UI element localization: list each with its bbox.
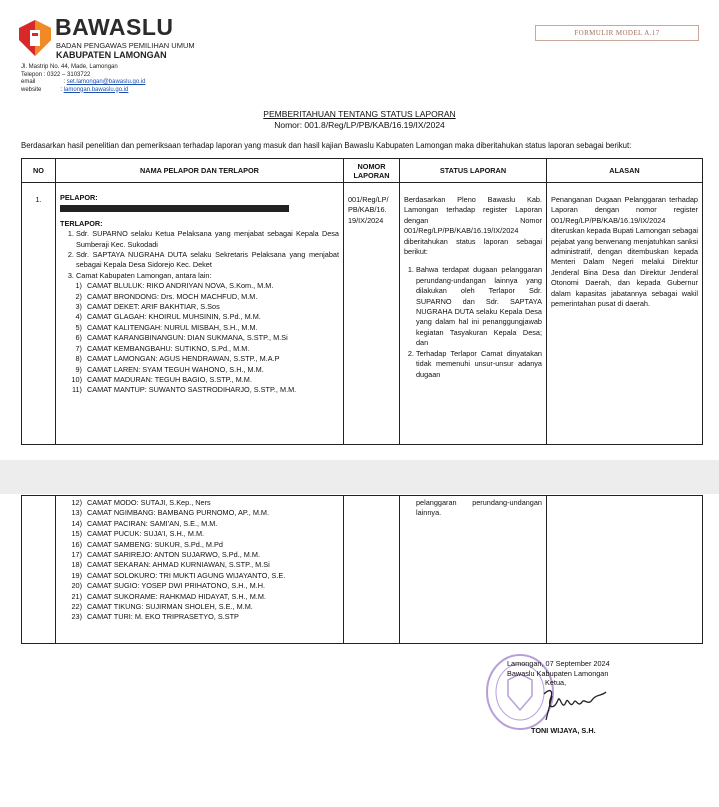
nomor-laporan: 001/Reg/LP/ PB/KAB/16. 19/IX/2024 [348, 195, 389, 225]
camat-name: CAMAT SEKARAN: AHMAD KURNIAWAN, S.STP., M.Si [87, 560, 270, 570]
institution: Bawaslu Kabupaten Lamongan [507, 668, 609, 678]
camat-list-item [60, 292, 339, 302]
camat-list-item [60, 602, 339, 612]
status-table [21, 158, 703, 445]
camat-list-item [60, 365, 339, 375]
intro-text: Berdasarkan hasil penelitian dan pemeriksaan terhadap laporan yang masuk dan hasil kajian Bawaslu Kabupaten Lamongan maka diberitahukan status laporan sebagai berikut: [21, 141, 632, 150]
camat-list-item [60, 302, 339, 312]
org-name: BAWASLU [55, 14, 174, 40]
email-label: email [21, 79, 36, 85]
camat-number: 2) [75, 291, 82, 301]
status-cell-cont [400, 496, 547, 644]
camat-name: CAMAT KEMBANGBAHU: SUTIKNO, S.Pd., M.M. [87, 343, 250, 353]
nomor-laporan-cell-cont [344, 496, 400, 644]
camat-list-item [60, 323, 339, 333]
camat-list-item [60, 581, 339, 591]
camat-list-item [60, 508, 339, 518]
camat-name: CAMAT LAMONGAN: AGUS HENDRAWAN, S.STP., M.A.P [87, 354, 280, 364]
nomor-laporan-cell [344, 183, 400, 445]
status-intro: Berdasarkan Pleno Bawaslu Kab. Lamongan terhadap register Laporan dengan Nomor 001/Reg/LP/PB/KAB/16.19/IX/2024 diberitahukan status laporan sebagai berikut: [404, 195, 542, 257]
camat-list-page-1 [60, 281, 339, 395]
camat-list-item [60, 592, 339, 602]
pelapor-redacted [60, 203, 339, 213]
camat-number: 6) [75, 333, 82, 343]
terlapor-item: 3. Camat Kabupaten Lamongan, antara lain: [76, 271, 339, 281]
camat-number: 21) [71, 591, 82, 601]
camat-number: 8) [75, 354, 82, 364]
header-status: STATUS LAPORAN [400, 159, 547, 183]
row-number: 1. [35, 195, 42, 204]
parties-cell-cont [56, 496, 344, 644]
signature-block [507, 659, 610, 688]
camat-number: 9) [75, 364, 82, 374]
camat-name: CAMAT SARIREJO: ANTON SUJARWO, S.Pd., M.M. [87, 550, 260, 560]
phone-line: Telepon : 0322 – 3103722 [21, 71, 91, 78]
header-alasan: ALASAN [547, 159, 703, 183]
camat-list-item [60, 312, 339, 322]
camat-list-item [60, 354, 339, 364]
address-line: Jl. Mastrip No. 44, Made, Lamongan [21, 64, 118, 70]
terlapor-item: 2. Sdr. SAPTAYA NUGRAHA DUTA selaku Sekretaris Pelaksana yang menjabat sebagai Kepala Desa Sidorejo Kec. Deket [76, 250, 339, 271]
terlapor-item: 1. Sdr. SUPARNO selaku Ketua Pelaksana yang menjabat sebagai Kepala Desa Sumberaji Kec. Sukodadi [76, 229, 339, 250]
camat-number: 18) [71, 560, 82, 570]
terlapor-list [60, 229, 339, 281]
camat-list-item [60, 540, 339, 550]
camat-list-item [60, 529, 339, 539]
camat-name: CAMAT SUKORAME: RAHKMAD HIDAYAT, S.H., M.M. [87, 591, 266, 601]
bawaslu-logo-icon [17, 18, 53, 58]
alasan-cell-cont [547, 496, 703, 644]
camat-number: 3) [75, 302, 82, 312]
email-line: email : set.lamongan@bawaslu.go.id [21, 79, 146, 85]
pelapor-label: PELAPOR: [60, 193, 98, 202]
camat-number: 23) [71, 612, 82, 622]
status-list [404, 265, 542, 379]
camat-number: 12) [71, 498, 82, 507]
terlapor-label: TERLAPOR: [60, 218, 103, 228]
parties-cell [56, 183, 344, 445]
camat-number: 15) [71, 529, 82, 539]
camat-name: CAMAT BRONDONG: Drs. MOCH MACHFUD, M.M. [87, 291, 258, 301]
camat-name: CAMAT BLULUK: RIKO ANDRIYAN NOVA, S.Kom., M.M. [87, 281, 274, 291]
camat-list-item [60, 519, 339, 529]
alasan-cell [547, 183, 703, 445]
camat-name: CAMAT TURI: M. EKO TRIPRASETYO, S.STP [87, 612, 239, 622]
website-link[interactable]: lamongan.bawaslu.go.id [63, 86, 129, 93]
form-model-box: FORMULIR MODEL A.17 [535, 25, 699, 41]
camat-number: 22) [71, 602, 82, 612]
camat-name: CAMAT MADURAN: TEGUH BAGIO, S.STP., M.M. [87, 374, 252, 384]
camat-name: CAMAT GLAGAH: KHOIRUL MUHSININ, S.Pd., M.M. [87, 312, 261, 322]
status-continued: pelanggaran perundang-undangan lainnya. [416, 498, 542, 518]
address-block [21, 64, 146, 94]
signer-name: TONI WIJAYA, S.H. [531, 726, 596, 735]
signer-role: Ketua, [545, 678, 567, 687]
row-number-cell-cont [22, 496, 56, 644]
alasan-text: Penanganan Dugaan Pelanggaran terhadap Laporan dengan nomor register 001/Reg/LP/PB/KAB/16.19/IX/2024 diteruskan kepada Bupati Lamongan sebagai pejabat yang berwenang menjatuhkan sanksi administratif, dengan ditembuskan kepada Menteri Dalam Negeri melalui Direktur Jenderal Bina Desa dan Direktur Jenderal Otonomi Daerah, dan kepada Gubernur dalam kapasitas jabatannya sebagai wakil pemerintahan pusat di daerah. [551, 195, 698, 309]
document-page-2 [0, 494, 719, 807]
camat-name: CAMAT TIKUNG: SUJIRMAN SHOLEH, S.E., M.M. [87, 602, 253, 612]
camat-number: 14) [71, 518, 82, 528]
camat-number: 16) [71, 539, 82, 549]
camat-name: CAMAT SAMBENG: SUKUR, S.Pd., M.Pd [87, 539, 223, 549]
camat-list-item [60, 498, 339, 508]
camat-list-item [60, 560, 339, 570]
camat-number: 5) [75, 322, 82, 332]
camat-number: 13) [71, 508, 82, 518]
status-item: 1. Bahwa terdapat dugaan pelanggaran perundang-undangan lainnya yang dilakukan oleh Terlapor Sdr. SUPARNO dan Sdr. SAPTAYA NUGRAHA DUTA selaku Kepala Desa yang dalam hal ini penanggungjawab kegiatan Tasyakuran Kepala Desa; dan [416, 265, 542, 348]
camat-list-item [60, 612, 339, 622]
camat-name: CAMAT MANTUP: SUWANTO SASTRODIHARJO, S.STP., M.M. [87, 385, 297, 395]
camat-number: 17) [71, 550, 82, 560]
camat-list-item [60, 571, 339, 581]
camat-name: CAMAT PUCUK: SUJA'I, S.H., M.M. [87, 529, 205, 539]
camat-name: CAMAT LAREN: SYAM TEGUH WAHONO, S.H., M.M. [87, 364, 264, 374]
handwritten-signature-icon [540, 686, 610, 722]
camat-number: 19) [71, 570, 82, 580]
status-table-continued [21, 495, 703, 644]
org-kabupaten: KABUPATEN LAMONGAN [56, 50, 167, 60]
camat-number: 1) [75, 281, 82, 291]
status-item: 2. Terhadap Terlapor Camat dinyatakan tidak memenuhi unsur-unsur adanya dugaan [416, 349, 542, 380]
camat-list-item [60, 344, 339, 354]
org-subtitle: BADAN PENGAWAS PEMILIHAN UMUM [56, 41, 195, 50]
camat-name: CAMAT SUGIO: YOSEP DWI PRIHATONO, S.H., M.H. [87, 581, 265, 591]
camat-number: 20) [71, 581, 82, 591]
camat-list-item [60, 333, 339, 343]
place-date: Lamongan, 07 September 2024 [507, 659, 610, 668]
camat-name: CAMAT SOLOKURO: TRI MUKTI AGUNG WIJAYANTO, S.E. [87, 570, 286, 580]
header-nomor-1: NOMOR [357, 161, 386, 171]
camat-list-item [60, 281, 339, 291]
camat-name: CAMAT DEKET: ARIF BAKHTIAR, S.Sos [87, 302, 220, 312]
camat-list-page-2 [60, 498, 339, 623]
status-cell [400, 183, 547, 445]
website-line: website : lamongan.bawaslu.go.id [21, 86, 129, 93]
camat-number: 4) [75, 312, 82, 322]
header-nomor-2: LAPORAN [353, 170, 390, 180]
camat-name: CAMAT KALITENGAH: NURUL MISBAH, S.H., M.M. [87, 322, 258, 332]
camat-number: 10) [71, 374, 82, 384]
camat-name: CAMAT MODO: SUTAJI, S.Kep., Ners [87, 498, 211, 507]
camat-name: CAMAT PACIRAN: SAMI'AN, S.E., M.M. [87, 518, 218, 528]
website-label: website [21, 86, 42, 93]
document-number: Nomor: 001.8/Reg/LP/PB/KAB/16.19/IX/2024 [274, 120, 445, 130]
camat-list-item [60, 375, 339, 385]
camat-name: CAMAT KARANGBINANGUN: DIAN SUKMANA, S.STP., M.Si [87, 333, 288, 343]
camat-number: 11) [71, 385, 82, 395]
row-number-cell [22, 183, 56, 445]
camat-list-item [60, 385, 339, 395]
header-no: NO [22, 159, 56, 183]
header-nomor [344, 159, 400, 183]
header-nama: NAMA PELAPOR DAN TERLAPOR [56, 159, 344, 183]
camat-list-item [60, 550, 339, 560]
document-title: PEMBERITAHUAN TENTANG STATUS LAPORAN [263, 109, 456, 119]
email-link[interactable]: set.lamongan@bawaslu.go.id [66, 79, 146, 85]
camat-number: 7) [75, 343, 82, 353]
camat-name: CAMAT NGIMBANG: BAMBANG PURNOMO, AP., M.M. [87, 508, 270, 518]
